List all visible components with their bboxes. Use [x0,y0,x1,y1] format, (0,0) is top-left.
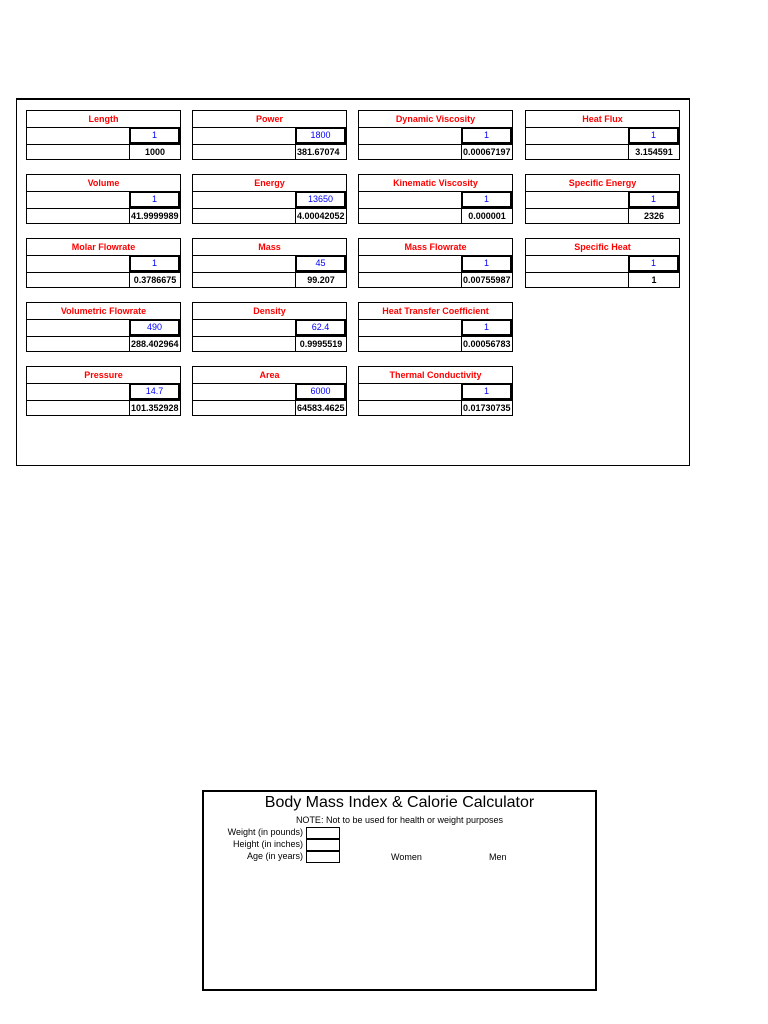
converter-title: Volumetric Flowrate [27,303,180,320]
converter-input[interactable]: 1 [129,191,180,208]
converter-output: 4.00042052 [295,209,346,224]
converter-title: Heat Transfer Coefficient [359,303,512,320]
converter-input[interactable]: 1 [628,127,679,144]
converter-title: Density [193,303,346,320]
converter-input[interactable]: 1 [461,191,512,208]
converter-title: Volume [27,175,180,192]
converter-card-energy [192,174,347,224]
converter-output: 1 [628,273,679,288]
converter-output: 0.01730735 [461,401,512,416]
converter-card-heat-flux [525,110,680,160]
converter-card-dynamic-viscosity [358,110,513,160]
bmi-note: NOTE: Not to be used for health or weight purposes [295,815,504,825]
bmi-title: Body Mass Index & Calorie Calculator [264,794,535,811]
men-column-header: Men [489,852,507,862]
converter-card-molar-flowrate [26,238,181,288]
converter-title: Thermal Conductivity [359,367,512,384]
converter-output: 1000 [129,145,180,160]
converter-title: Length [27,111,180,128]
converter-input[interactable]: 1 [628,191,679,208]
converter-output: 0.00067197 [461,145,512,160]
converter-output: 0.3786675 [129,273,180,288]
converter-output: 0.000001 [461,209,512,224]
converter-output: 288.402964 [129,337,180,352]
converter-title: Mass [193,239,346,256]
converter-output: 0.00755987 [461,273,512,288]
converter-input[interactable]: 13650 [295,191,346,208]
converter-input[interactable]: 1 [461,127,512,144]
converter-card-length [26,110,181,160]
converter-title: Kinematic Viscosity [359,175,512,192]
converter-input[interactable]: 1 [461,255,512,272]
converter-input[interactable]: 1 [129,127,180,144]
converter-input[interactable]: 6000 [295,383,346,400]
converter-output: 2326 [628,209,679,224]
converter-card-thermal-conductivity [358,366,513,416]
converter-card-specific-energy [525,174,680,224]
converter-title: Mass Flowrate [359,239,512,256]
women-column-header: Women [391,852,422,862]
converter-title: Specific Heat [526,239,679,256]
weight-field[interactable] [306,827,340,839]
converter-input[interactable]: 62.4 [295,319,346,336]
converter-output: 3.154591 [628,145,679,160]
converter-card-power [192,110,347,160]
converter-input[interactable]: 1 [461,383,512,400]
converter-output: 0.00056783 [461,337,512,352]
converter-input[interactable]: 490 [129,319,180,336]
converter-output: 0.9995519 [295,337,346,352]
converter-card-density [192,302,347,352]
converter-card-mass-flowrate [358,238,513,288]
converter-title: Area [193,367,346,384]
age-label: Age (in years) [246,851,303,861]
height-label: Height (in inches) [232,839,303,849]
converter-output: 64583.4625 [295,401,346,416]
converter-input[interactable]: 1800 [295,127,346,144]
converter-title: Power [193,111,346,128]
bmi-calculator-panel [202,790,597,991]
converter-title: Dynamic Viscosity [359,111,512,128]
converter-output: 41.9999989 [129,209,180,224]
unit-converter-panel [16,98,690,466]
converter-card-pressure [26,366,181,416]
converter-card-volume [26,174,181,224]
age-field[interactable] [306,851,340,863]
converter-card-heat-transfer-coefficient [358,302,513,352]
converter-title: Pressure [27,367,180,384]
height-field[interactable] [306,839,340,851]
converter-card-specific-heat [525,238,680,288]
converter-input[interactable]: 1 [628,255,679,272]
converter-output: 101.352928 [129,401,180,416]
converter-output: 99.207 [295,273,346,288]
converter-title: Heat Flux [526,111,679,128]
converter-card-mass [192,238,347,288]
converter-input[interactable]: 14.7 [129,383,180,400]
converter-input[interactable]: 1 [461,319,512,336]
converter-title: Molar Flowrate [27,239,180,256]
converter-input[interactable]: 45 [295,255,346,272]
converter-title: Energy [193,175,346,192]
weight-label: Weight (in pounds) [227,827,303,837]
converter-card-area [192,366,347,416]
converter-title: Specific Energy [526,175,679,192]
converter-output: 381.67074 [295,145,346,160]
converter-input[interactable]: 1 [129,255,180,272]
converter-card-volumetric-flowrate [26,302,181,352]
converter-card-kinematic-viscosity [358,174,513,224]
